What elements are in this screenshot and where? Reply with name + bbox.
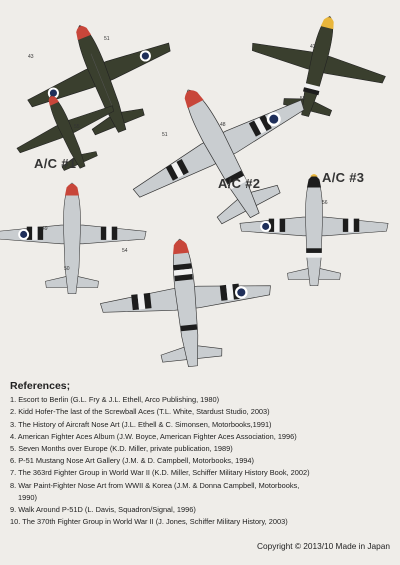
reference-item: 10. The 370th Fighter Group in World War II (J. Jones, Schiffer Military History, 2003) (10, 517, 288, 527)
reference-item: 8. War Paint-Fighter Nose Art from WWII & Korea (J.M. & Donna Campbell, Motorbooks, (10, 480, 300, 490)
references-heading: References; (10, 380, 71, 392)
aircraft-1-underside-view (0, 183, 146, 294)
aircraft-label-2: A/C #2 (218, 176, 261, 191)
reference-item: 7. The 363rd Fighter Group in World War II (K.D. Miller, Schiffer Military History Book, 2002) (10, 468, 310, 478)
reference-item-continued: 1990) (18, 492, 37, 502)
references-list (10, 394, 395, 528)
callout-50: 50 (64, 266, 70, 272)
callout-56: 56 (322, 200, 328, 206)
references-section (10, 380, 395, 528)
callout-49: 49 (42, 226, 48, 232)
reference-item: 3. The History of Aircraft Nose Art (J.L. Ethell & C. Simonsen, Motorbooks,1991) (10, 419, 272, 429)
callout-48: 48 (220, 122, 226, 128)
reference-item: 2. Kidd Hofer-The last of the Screwball Aces (T.L. White, Stardust Studio, 2003) (10, 407, 270, 417)
callout-54: 54 (122, 248, 128, 254)
copyright-notice: Copyright © 2013/10 Made in Japan (257, 541, 390, 551)
callout-43: 43 (28, 54, 34, 60)
reference-item: 5. Seven Months over Europe (K.D. Miller, private publication, 1989) (10, 444, 233, 454)
callout-51: 51 (104, 36, 110, 42)
reference-item: 6. P-51 Mustang Nose Art Gallery (J.M. & D. Campbell, Motorbooks, 1994) (10, 456, 254, 466)
callout-51: 51 (162, 132, 168, 138)
callout-55: 55 (300, 96, 306, 102)
reference-item: 1. Escort to Berlin (G.L. Fry & J.L. Ethell, Arco Publishing, 1980) (10, 395, 220, 405)
callout-55: 55 (74, 124, 80, 130)
aircraft-2-top-view (239, 0, 396, 132)
callout-43: 43 (310, 44, 316, 50)
reference-item: 9. Walk Around P-51D (L. Davis, Squadron/Signal, 1996) (10, 505, 196, 515)
aircraft-label-3: A/C #3 (322, 170, 365, 185)
reference-item: 4. American Fighter Aces Album (J.W. Boyce, American Fighter Aces Association, 1996) (10, 431, 297, 441)
aircraft-label-1: A/C #1 (34, 156, 77, 171)
